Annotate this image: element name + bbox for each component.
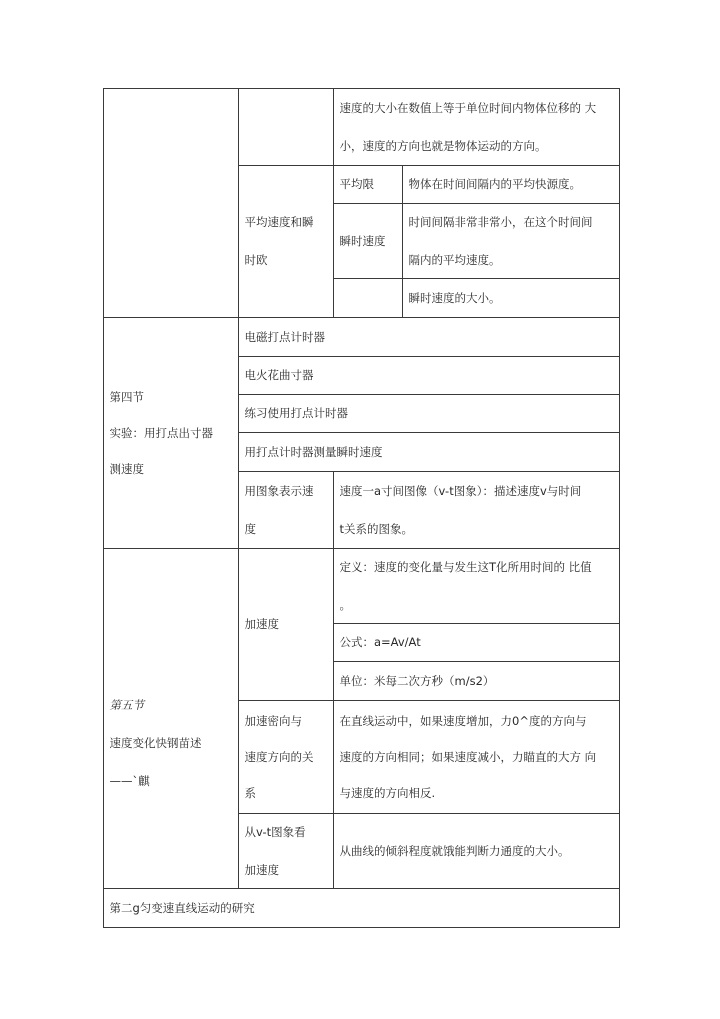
avg-speed-label bbox=[333, 165, 403, 204]
text-line: 速度的方向相同；如果速度减小，力瞄直的大方 向 bbox=[339, 749, 597, 764]
text-line: 定义：速度的变化量与发生这T化所用时间的 比值 bbox=[339, 559, 592, 574]
graph-desc bbox=[333, 471, 620, 549]
text-line: 瞬时速度 bbox=[339, 233, 386, 248]
section5-title bbox=[103, 548, 239, 889]
section-cell-empty bbox=[103, 88, 239, 318]
text-line: 物体在时间间隔内的平均快源度。 bbox=[408, 177, 581, 191]
text-line: 时间间隔非常非常小，在这个时间间 bbox=[408, 214, 593, 229]
text-line: 平均限 bbox=[339, 177, 374, 191]
text-line: 电火花曲寸器 bbox=[244, 368, 314, 382]
speed-definition-cell bbox=[333, 88, 620, 166]
accel-formula bbox=[333, 623, 620, 662]
text-line: 平均速度和瞬 bbox=[244, 215, 314, 229]
inst-speed-label bbox=[333, 203, 403, 279]
text-line: 第五节 bbox=[109, 698, 144, 712]
avg-speed-desc bbox=[402, 165, 620, 204]
topic-cell-empty bbox=[238, 88, 334, 166]
accel-unit bbox=[333, 661, 620, 701]
text-line: 练习使用打点计时器 bbox=[244, 406, 348, 420]
section4-item bbox=[238, 317, 620, 357]
text-line: 第四节 bbox=[109, 389, 144, 404]
text-line: 在直线运动中，如果速度增加，力0^度的方向与 bbox=[339, 713, 587, 728]
text-line: 电磁打点计时器 bbox=[244, 329, 325, 344]
accel-definition bbox=[333, 548, 620, 624]
text-line: 用图象表示速 bbox=[244, 483, 314, 498]
text-line: ——`麒 bbox=[109, 774, 150, 788]
avg-inst-speed-label bbox=[238, 165, 334, 318]
text-line: 与速度的方向相反. bbox=[339, 785, 436, 800]
text-line: 从曲线的倾斜程度就饿能判断力通度的大小。 bbox=[339, 843, 570, 858]
inst-speed-desc bbox=[402, 203, 620, 279]
accel-label bbox=[238, 548, 334, 701]
empty-cell bbox=[333, 278, 403, 318]
text-line: 速度的大小在数值上等于单位时间内物体位移的 大 bbox=[339, 100, 597, 115]
text-line: 时欧 bbox=[244, 253, 268, 267]
text-line: 速度方向的关 bbox=[244, 749, 314, 764]
text-line: 系 bbox=[244, 785, 256, 800]
text-line: 速度一a寸间图像（v-t图象）：描述速度v与时间 bbox=[339, 483, 582, 498]
text-line: 第二g匀变速直线运动的研究 bbox=[109, 900, 255, 915]
text-line: 。 bbox=[339, 597, 351, 612]
chapter2-heading bbox=[103, 888, 620, 928]
text-line: 加速度 bbox=[244, 862, 279, 877]
direction-label bbox=[238, 700, 334, 814]
text-line: 度 bbox=[244, 521, 256, 536]
direction-desc bbox=[333, 700, 620, 814]
inst-size-desc bbox=[402, 278, 620, 318]
text-line: 单位：米每二次方秒（m/s2） bbox=[339, 673, 495, 688]
text-line: 小，速度的方向也就是物体运动的方向。 bbox=[339, 138, 547, 153]
text-line: 测速度 bbox=[109, 461, 144, 476]
vt-desc bbox=[333, 813, 620, 889]
text-line: 速度变化快钢苗述 bbox=[109, 736, 202, 750]
graph-label bbox=[238, 471, 334, 549]
text-line: 瞬时速度的大小。 bbox=[408, 290, 501, 305]
vt-label bbox=[238, 813, 334, 889]
text-line: 公式：a=Av/At bbox=[339, 635, 421, 649]
section4-item bbox=[238, 356, 620, 395]
section4-item bbox=[238, 432, 620, 472]
text-line: t关系的图象。 bbox=[339, 521, 414, 536]
text-line: 隔内的平均速度。 bbox=[408, 252, 501, 267]
text-line: 用打点计时器测量瞬时速度 bbox=[244, 444, 383, 459]
section4-item bbox=[238, 394, 620, 433]
text-line: 加速密向与 bbox=[244, 713, 302, 728]
section4-title bbox=[103, 317, 239, 549]
text-line: 实验：用打点出寸器 bbox=[109, 425, 213, 440]
text-line: 从v-t图象看 bbox=[244, 824, 306, 839]
text-line: 加速度 bbox=[244, 617, 279, 631]
